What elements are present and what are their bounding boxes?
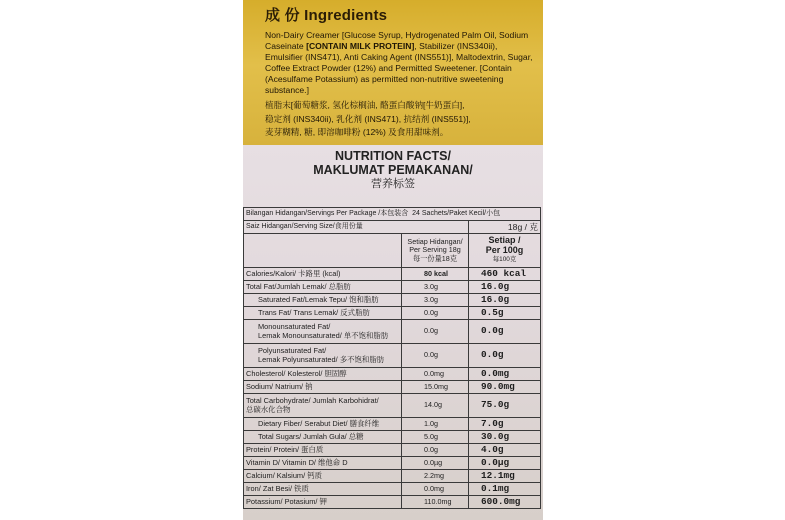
- nutrient-label: [244, 344, 402, 368]
- nutrition-title-zh: 营养标签: [371, 178, 415, 190]
- per-100g-value: 16.0g: [469, 294, 541, 307]
- per-serving-value: 5.0g: [402, 431, 469, 444]
- serving-size-label: Saiz Hidangan/Serving Size/食用份量: [244, 221, 469, 234]
- ingredients-english: [265, 30, 535, 95]
- nutrient-label: Sodium/ Natrium/ 钠: [244, 381, 402, 394]
- per-serving-value: 15.0mg: [402, 381, 469, 394]
- nutrient-label: Dietary Fiber/ Serabut Diet/ 膳食纤维: [244, 418, 402, 431]
- ingredients-panel: [243, 0, 543, 145]
- per-100g-value: 0.0g: [469, 344, 541, 368]
- per-100g-value: 0.0µg: [469, 457, 541, 470]
- per-serving-header: [402, 234, 469, 268]
- per-100g-value: 16.0g: [469, 281, 541, 294]
- per-serving-header-line1: Setiap Hidangan/: [407, 236, 463, 246]
- table-row: [244, 281, 541, 294]
- table-row: [244, 470, 541, 483]
- servings-value: 24 Sachets/Paket Kecil/小包: [412, 209, 501, 217]
- ingredients-chinese-line3: 麦芽糊精, 糖, 即溶咖啡粉 (12%) 及食用甜味剂。: [265, 126, 449, 137]
- per-serving-header-line2: Per Serving 18g: [409, 245, 461, 255]
- table-row: [244, 368, 541, 381]
- per-serving-value: 2.2mg: [402, 470, 469, 483]
- per-100g-value: 0.0g: [469, 320, 541, 344]
- milk-protein-warning: [CONTAIN MILK PROTEIN]: [306, 40, 415, 51]
- nutrition-panel: [243, 145, 543, 520]
- ingredients-chinese-line2: 稳定剂 (INS340ii), 乳化剂 (INS471), 抗结剂 (INS551)],: [265, 113, 471, 124]
- nutrient-label: Calcium/ Kalsium/ 钙质: [244, 470, 402, 483]
- nutrient-label-line1: Polyunsaturated Fat/: [258, 345, 327, 355]
- nutrient-label-line2: Lemak Polyunsaturated/ 多不饱和脂肪: [258, 354, 385, 364]
- header-blank: [244, 234, 402, 268]
- per-serving-value: 0.0g: [402, 344, 469, 368]
- per-serving-value: 0.0g: [402, 320, 469, 344]
- per-100g-value: 0.5g: [469, 307, 541, 320]
- per-serving-value: 110.0mg: [402, 496, 469, 509]
- nutrient-label: Cholesterol/ Kolesterol/ 胆固醇: [244, 368, 402, 381]
- nutrient-label: [244, 320, 402, 344]
- per-serving-value: 0.0µg: [402, 457, 469, 470]
- nutrient-label: Vitamin D/ Vitamin D/ 维他命 D: [244, 457, 402, 470]
- servings-label: Bilangan Hidangan/Servings Per Package /本包装含: [246, 209, 409, 217]
- per-100g-header: [469, 234, 541, 268]
- per-100g-header-line3: 每100克: [492, 256, 517, 264]
- table-row: [244, 268, 541, 281]
- nutrient-label: [244, 394, 402, 418]
- table-row: [244, 294, 541, 307]
- per-serving-value: 14.0g: [402, 394, 469, 418]
- per-100g-value: 600.0mg: [469, 496, 541, 509]
- per-100g-value: 30.0g: [469, 431, 541, 444]
- nutrient-label-line1: Monounsaturated Fat/: [258, 321, 331, 331]
- per-serving-value: 0.0mg: [402, 483, 469, 496]
- per-100g-value: 0.0mg: [469, 368, 541, 381]
- nutrient-label: Trans Fat/ Trans Lemak/ 反式脂肪: [244, 307, 402, 320]
- table-row: [244, 320, 541, 344]
- column-header-row: [244, 234, 541, 268]
- table-row: [244, 444, 541, 457]
- servings-cell: [244, 208, 541, 221]
- nutrient-label: Saturated Fat/Lemak Tepu/ 饱和脂肪: [244, 294, 402, 307]
- per-serving-value: 0.0g: [402, 444, 469, 457]
- per-100g-value: 4.0g: [469, 444, 541, 457]
- table-row: [244, 344, 541, 368]
- table-row: [244, 307, 541, 320]
- per-100g-header-line2: Per 100g: [485, 244, 524, 255]
- nutrient-label-line2: 总碳水化合物: [246, 404, 291, 414]
- per-100g-header-line1: Setiap /: [488, 234, 521, 245]
- ingredients-english-part2: , Stabilizer (INS340ii), Emulsifier (INS471), Anti Caking Agent (INS551)], Maltodextrin, Sugar, Coffee Extract Powder (12%) and Permitted Sweetener. [Contain (Acesulfame Potassium) as permitted non-nutritive sweetening substance.]: [265, 40, 533, 95]
- nutrient-label: Protein/ Protein/ 蛋白质: [244, 444, 402, 457]
- per-100g-value: 460 kcal: [469, 268, 541, 281]
- nutrition-title-ms: MAKLUMAT PEMAKANAN/: [313, 162, 473, 177]
- serving-size-value: 18g / 克: [469, 221, 541, 234]
- ingredients-english-part1: Non-Dairy Creamer [Glucose Syrup, Hydrogenated Palm Oil, Sodium Caseinate: [265, 30, 529, 51]
- nutrient-label: Total Sugars/ Jumlah Gula/ 总糖: [244, 431, 402, 444]
- nutrient-label: Iron/ Zat Besi/ 铁质: [244, 483, 402, 496]
- nutrition-heading: [243, 150, 543, 191]
- ingredients-chinese-line1: 植脂末[葡萄糖浆, 氢化棕榈油, 酪蛋白酸钠[牛奶蛋白],: [265, 100, 465, 111]
- nutrient-label-line2: Lemak Monounsaturated/ 单不饱和脂肪: [258, 330, 389, 340]
- per-100g-value: 90.0mg: [469, 381, 541, 394]
- nutrient-label: Total Fat/Jumlah Lemak/ 总脂肪: [244, 281, 402, 294]
- nutrient-label-line1: Total Carbohydrate/ Jumlah Karbohidrat/: [246, 395, 379, 405]
- nutrition-table: [243, 207, 541, 509]
- per-serving-value: 0.0g: [402, 307, 469, 320]
- per-serving-value: 0.0mg: [402, 368, 469, 381]
- per-serving-header-line3: 每一份量18克: [413, 253, 457, 263]
- per-serving-value: 3.0g: [402, 294, 469, 307]
- nutrient-label: Calories/Kalori/ 卡路里 (kcal): [244, 268, 402, 281]
- table-row: [244, 418, 541, 431]
- per-serving-value: 80 kcal: [402, 268, 469, 281]
- ingredients-title: 成 份 Ingredients: [265, 7, 388, 24]
- per-100g-value: 75.0g: [469, 394, 541, 418]
- per-serving-value: 1.0g: [402, 418, 469, 431]
- table-row: [244, 496, 541, 509]
- ingredients-chinese: [265, 99, 535, 139]
- table-row: [244, 457, 541, 470]
- nutrient-label: Potassium/ Potasium/ 钾: [244, 496, 402, 509]
- table-row: [244, 431, 541, 444]
- per-serving-value: 3.0g: [402, 281, 469, 294]
- table-row: [244, 483, 541, 496]
- serving-size-row: [244, 221, 541, 234]
- product-label: [243, 0, 543, 520]
- per-100g-value: 12.1mg: [469, 470, 541, 483]
- per-100g-value: 0.1mg: [469, 483, 541, 496]
- servings-row: [244, 208, 541, 221]
- per-100g-value: 7.0g: [469, 418, 541, 431]
- nutrition-title-en: NUTRITION FACTS/: [335, 149, 451, 163]
- table-row: [244, 394, 541, 418]
- table-row: [244, 381, 541, 394]
